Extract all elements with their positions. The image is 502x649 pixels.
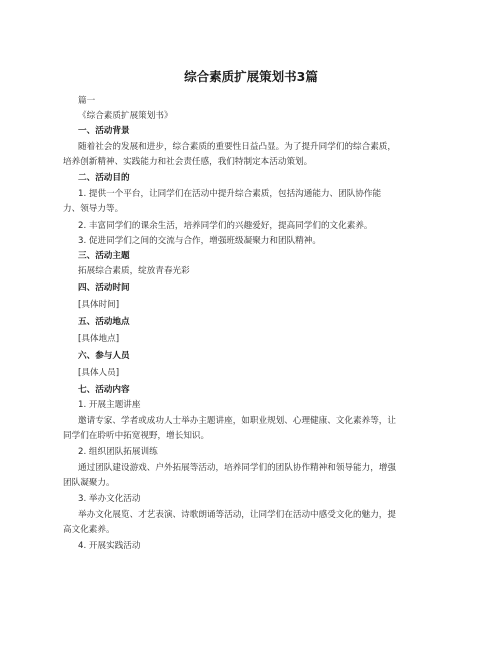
- heading-place: 五、活动地点: [78, 317, 130, 327]
- content-item-title: 3. 举办文化活动: [78, 494, 141, 504]
- content-item-title: 1. 开展主题讲座: [78, 400, 141, 410]
- paragraph-background: [63, 140, 451, 170]
- heading-content: 七、活动内容: [78, 385, 130, 395]
- paragraph-line: 随着社会的发展和进步，综合素质的重要性日益凸显。为了提升同学们的综合素质，: [78, 142, 396, 152]
- document-title: 综合素质扩展策划书3篇: [184, 69, 318, 84]
- theme-text: 拓展综合素质，绽放青春光彩: [78, 266, 190, 276]
- goal-item-2: 2. 丰富同学们的课余生活，培养同学们的兴趣爱好，提高同学们的文化素养。: [78, 221, 373, 231]
- paragraph-line: 通过团队建设游戏、户外拓展等活动，培养同学们的团队协作精神和领导能力，增强: [78, 463, 396, 473]
- goal-item-1: [63, 187, 451, 217]
- people-text: [具体人员]: [78, 368, 120, 378]
- document-subtitle: 《综合素质扩展策划书》: [78, 111, 173, 121]
- heading-people: 六、参与人员: [78, 351, 130, 361]
- paragraph-line: 力、领导力等。: [63, 204, 124, 214]
- content-item-title: 2. 组织团队拓展训练: [78, 447, 158, 457]
- paragraph-line: 培养创新精神、实践能力和社会责任感，我们特制定本活动策划。: [63, 157, 313, 167]
- paragraph-line: 举办文化展览、才艺表演、诗歌朗诵等活动，让同学们在活动中感受文化的魅力，提: [78, 510, 396, 520]
- paragraph-line: 高文化素养。: [63, 525, 115, 535]
- heading-background: 一、活动背景: [78, 126, 130, 136]
- place-text: [具体地点]: [78, 334, 120, 344]
- time-text: [具体时间]: [78, 300, 120, 310]
- paragraph-line: 团队凝聚力。: [63, 478, 115, 488]
- heading-time: 四、活动时间: [78, 283, 130, 293]
- goal-item-3: 3. 促进同学们之间的交流与合作，增强班级凝聚力和团队精神。: [78, 236, 321, 246]
- paragraph-line: 1. 提供一个平台，让同学们在活动中提升综合素质，包括沟通能力、团队协作能: [78, 189, 382, 199]
- paragraph-line: 同学们在聆听中拓宽视野，增长知识。: [63, 431, 210, 441]
- document-body: [63, 96, 451, 552]
- content-item-title: 4. 开展实践活动: [78, 541, 141, 551]
- heading-purpose: 二、活动目的: [78, 173, 130, 183]
- paragraph-line: 邀请专家、学者或成功人士举办主题讲座，如职业规划、心理健康、文化素养等，让: [78, 416, 396, 426]
- heading-theme: 三、活动主题: [78, 251, 130, 261]
- section-label: 篇一: [78, 96, 96, 106]
- content-item-2: [63, 461, 451, 491]
- content-item-1: [63, 414, 451, 444]
- content-item-3: [63, 508, 451, 538]
